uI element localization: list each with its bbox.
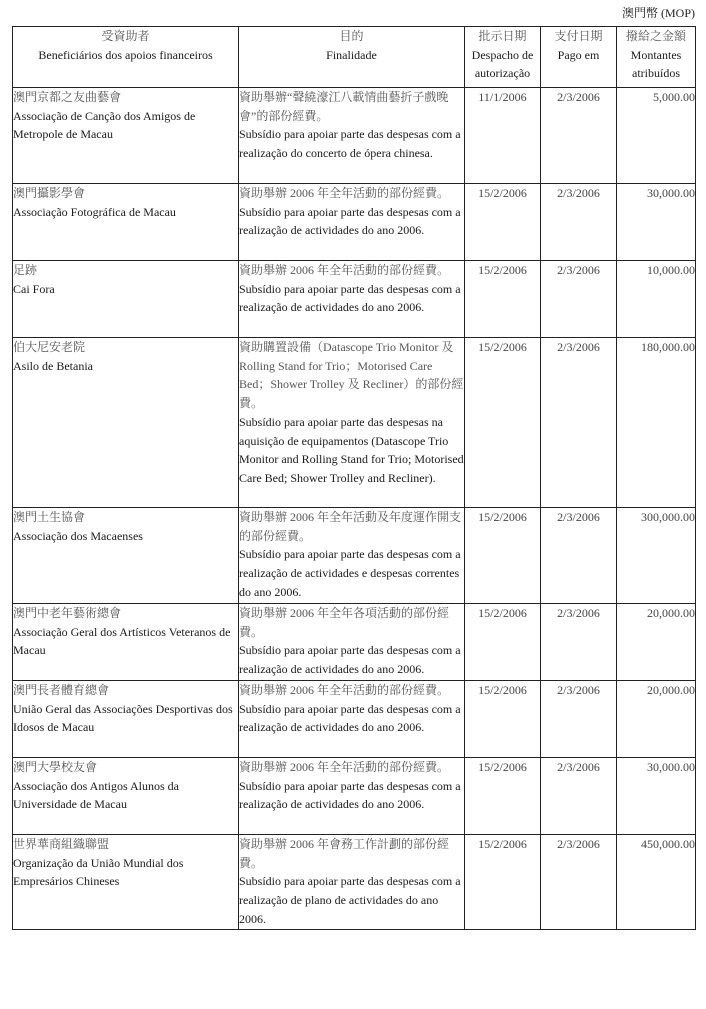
table-row (13, 835, 696, 930)
purpose-zh: 資助購置設備（Datascope Trio Monitor 及 Rolling Stand for Trio；Motorised Care Bed；Shower Trolley 及 Recliner）的部份經費。 (239, 340, 464, 411)
beneficiary-pt: Associação dos Macaenses (13, 528, 143, 543)
table-row (13, 604, 696, 681)
amount: 30,000.00 (617, 758, 696, 835)
header-purpose-pt: Finalidade (326, 47, 377, 62)
beneficiary-cell (13, 681, 239, 758)
purpose-zh: 資助舉辦“聲繞濠江八載情曲藝折子戲晚會”的部份經費。 (239, 90, 449, 123)
beneficiary-cell (13, 604, 239, 681)
amount: 20,000.00 (617, 604, 696, 681)
payment-date: 2/3/2006 (541, 835, 617, 930)
amount: 300,000.00 (617, 508, 696, 604)
purpose-pt: Subsídio para apoiar parte das despesas na aquisição de equipamentos (Datascope Trio Monitor and Rolling Stand for Trio; Motorised Care Bed; Shower Trolley and Recliner). (239, 414, 464, 485)
table-row (13, 184, 696, 261)
payment-date: 2/3/2006 (541, 338, 617, 508)
purpose-zh: 資助舉辦 2006 年全年活動的部份經費。 (239, 760, 450, 774)
beneficiary-pt: União Geral das Associações Desportivas dos Idosos de Macau (13, 701, 233, 735)
table-row (13, 261, 696, 338)
purpose-cell (239, 835, 465, 930)
amount: 10,000.00 (617, 261, 696, 338)
purpose-pt: Subsídio para apoiar parte das despesas com a realização de actividades do ano 2006. (239, 701, 461, 735)
amount: 5,000.00 (617, 88, 696, 184)
table-header-row (13, 27, 696, 88)
amount: 20,000.00 (617, 681, 696, 758)
payment-date: 2/3/2006 (541, 88, 617, 184)
beneficiary-zh: 澳門大學校友會 (13, 760, 98, 774)
beneficiary-pt: Associação Fotográfica de Macau (13, 204, 176, 219)
authorization-date: 15/2/2006 (465, 758, 541, 835)
header-purpose-zh: 目的 (339, 29, 364, 43)
beneficiary-cell (13, 88, 239, 184)
beneficiary-pt: Asilo de Betania (13, 358, 93, 373)
beneficiary-pt: Associação de Canção dos Amigos de Metropole de Macau (13, 108, 196, 142)
purpose-zh: 資助舉辦 2006 年全年活動的部份經費。 (239, 683, 450, 697)
header-payment-date-zh: 支付日期 (554, 29, 603, 43)
purpose-cell (239, 184, 465, 261)
purpose-cell (239, 604, 465, 681)
purpose-zh: 資助舉辦 2006 年全年活動的部份經費。 (239, 186, 450, 200)
beneficiary-zh: 足跡 (13, 263, 38, 277)
payment-date: 2/3/2006 (541, 604, 617, 681)
purpose-zh: 資助舉辦 2006 年全年各項活動的部份經費。 (239, 606, 450, 639)
payment-date: 2/3/2006 (541, 261, 617, 338)
table-row (13, 508, 696, 604)
beneficiary-zh: 伯大尼安老院 (13, 340, 86, 354)
beneficiary-cell (13, 758, 239, 835)
table-row (13, 338, 696, 508)
header-beneficiary-pt: Beneficiários dos apoios financeiros (38, 47, 213, 62)
purpose-pt: Subsídio para apoiar parte das despesas com a realização de actividades do ano 2006. (239, 778, 461, 812)
amount: 30,000.00 (617, 184, 696, 261)
purpose-pt: Subsídio para apoiar parte das despesas com a realização de actividades do ano 2006. (239, 643, 461, 677)
header-beneficiary-zh: 受資助者 (101, 29, 150, 43)
beneficiary-cell (13, 508, 239, 604)
payment-date: 2/3/2006 (541, 681, 617, 758)
purpose-pt: Subsídio para apoiar parte das despesas com a realização de actividades do ano 2006. (239, 204, 461, 238)
purpose-cell (239, 338, 465, 508)
authorization-date: 15/2/2006 (465, 338, 541, 508)
beneficiary-cell (13, 835, 239, 930)
purpose-pt: Subsídio para apoiar parte das despesas com a realização de actividades do ano 2006. (239, 281, 461, 315)
amount: 450,000.00 (617, 835, 696, 930)
beneficiary-cell (13, 261, 239, 338)
beneficiary-pt: Cai Fora (13, 281, 55, 296)
header-payment-date-pt: Pago em (557, 47, 600, 62)
purpose-pt: Subsídio para apoiar parte das despesas com a realização de actividades e despesas correntes do ano 2006. (239, 547, 461, 599)
beneficiary-cell (13, 338, 239, 508)
beneficiary-cell (13, 184, 239, 261)
purpose-cell (239, 681, 465, 758)
authorization-date: 15/2/2006 (465, 681, 541, 758)
authorization-date: 15/2/2006 (465, 184, 541, 261)
header-authorization-date-pt: Despacho de autorização (471, 47, 534, 81)
header-amount-zh: 撥給之金額 (625, 29, 686, 43)
header-authorization-date-zh: 批示日期 (478, 29, 527, 43)
beneficiary-zh: 澳門中老年藝術總會 (13, 606, 122, 620)
payment-date: 2/3/2006 (541, 184, 617, 261)
purpose-pt: Subsídio para apoiar parte das despesas com a realização do concerto de ópera chinesa. (239, 127, 461, 161)
header-payment-date (541, 27, 617, 88)
amount: 180,000.00 (617, 338, 696, 508)
authorization-date: 15/2/2006 (465, 261, 541, 338)
purpose-cell (239, 758, 465, 835)
purpose-zh: 資助舉辦 2006 年全年活動及年度運作開支的部份經費。 (239, 510, 462, 543)
authorization-date: 15/2/2006 (465, 604, 541, 681)
beneficiary-zh: 世界華商組織聯盟 (13, 837, 110, 851)
table-row (13, 681, 696, 758)
header-purpose (239, 27, 465, 88)
purpose-cell (239, 508, 465, 604)
purpose-cell (239, 261, 465, 338)
beneficiary-pt: Associação dos Antigos Alunos da Universidade de Macau (13, 778, 179, 812)
beneficiary-pt: Organização da União Mundial dos Empresários Chineses (13, 855, 184, 889)
purpose-zh: 資助舉辦 2006 年全年活動的部份經費。 (239, 263, 450, 277)
beneficiary-zh: 澳門京都之友曲藝會 (13, 90, 122, 104)
beneficiary-pt: Associação Geral dos Artísticos Veteranos de Macau (13, 624, 231, 658)
payment-date: 2/3/2006 (541, 758, 617, 835)
purpose-pt: Subsídio para apoiar parte das despesas com a realização de plano de actividades do ano 2006. (239, 874, 461, 926)
grants-table (12, 26, 696, 930)
header-authorization-date (465, 27, 541, 88)
payment-date: 2/3/2006 (541, 508, 617, 604)
table-row (13, 758, 696, 835)
currency-label: 澳門幣 (MOP) (621, 6, 695, 20)
authorization-date: 15/2/2006 (465, 835, 541, 930)
authorization-date: 15/2/2006 (465, 508, 541, 604)
beneficiary-zh: 澳門攝影學會 (13, 186, 86, 200)
beneficiary-zh: 澳門土生協會 (13, 510, 86, 524)
header-amount-pt: Montantes atribuídos (630, 47, 682, 81)
header-amount (617, 27, 696, 88)
table-row (13, 88, 696, 184)
header-beneficiary (13, 27, 239, 88)
beneficiary-zh: 澳門長者體育總會 (13, 683, 110, 697)
authorization-date: 11/1/2006 (465, 88, 541, 184)
purpose-cell (239, 88, 465, 184)
purpose-zh: 資助舉辦 2006 年會務工作計劃的部份經費。 (239, 837, 450, 870)
